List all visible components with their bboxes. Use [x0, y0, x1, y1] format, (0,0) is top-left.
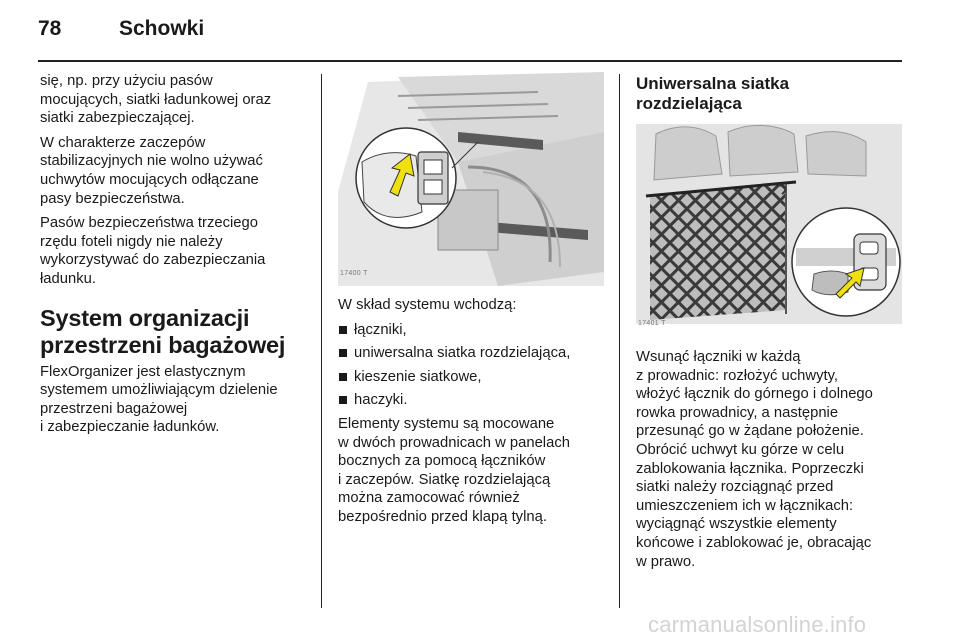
figure-code: 17400 T	[340, 270, 368, 278]
header-divider	[38, 60, 902, 62]
partition-net-illustration	[636, 124, 902, 336]
paragraph: FlexOrganizer jest elastycznym systemem umożliwiającym dzielenie przestrzeni bagażowej i zabezpieczanie ładunków.	[40, 363, 278, 436]
paragraph: Elementy systemu są mocowane w dwóch prowadnicach w panelach bocznych za pomocą łączników i zaczepów. Siatkę rozdzielającą można zamocować również bezpośrednio przed klapą tylną.	[338, 415, 570, 525]
section-heading: Uniwersalna siatka rozdzielająca	[636, 74, 790, 113]
figure-cargo-rail-connector	[338, 72, 604, 286]
running-title: Schowki	[119, 17, 205, 40]
list-item: łączniki,	[338, 321, 603, 340]
paragraph: Pasów bezpieczeństwa trzeciego rzędu foteli nigdy nie należy wykorzystywać do zabezpieczania ładunku.	[40, 215, 266, 287]
paragraph: W skład systemu wchodzą:	[338, 297, 517, 313]
figure-code: 17401 T	[638, 320, 666, 328]
paragraph: się, np. przy użyciu pasów mocujących, siatki ładunkowej oraz siatki zabezpieczającej.	[40, 73, 272, 127]
page-header	[0, 0, 960, 60]
watermark-text: carmanualsonline.info	[648, 612, 867, 637]
list-item: haczyki.	[338, 391, 603, 410]
list-item: uniwersalna siatka rozdzielająca,	[338, 344, 603, 363]
list-item: kieszenie siatkowe,	[338, 368, 603, 387]
paragraph: Wsunąć łączniki w każdą z prowadnic: rozłożyć uchwyty, włożyć łącznik do górnego i dolnego rowka prowadnicy, a następnie przesunąć go w żądane położenie. Obrócić uchwyt ku górze w celu zablokowania łącznika. Poprzeczki siatki należy rozciągnąć przed umieszczeniem ich w łącznikach: wyciągnąć wszystkie elementy końcowe i zablokować je, obracając w prawo.	[636, 349, 873, 570]
column-right	[636, 72, 906, 577]
column-divider-1	[321, 74, 322, 608]
components-list	[338, 321, 603, 410]
page-number: 78	[38, 17, 62, 40]
paragraph: W charakterze zaczepów stabilizacyjnych nie wolno używać uchwytów mocujących odłączane pasy bezpieczeństwa.	[40, 134, 263, 207]
cargo-rail-illustration	[338, 72, 604, 286]
figure-partition-net	[636, 124, 902, 336]
column-divider-2	[619, 74, 620, 608]
column-middle	[338, 72, 603, 533]
section-heading: System organizacji przestrzeni bagażowej	[40, 304, 286, 358]
column-left	[40, 72, 312, 443]
